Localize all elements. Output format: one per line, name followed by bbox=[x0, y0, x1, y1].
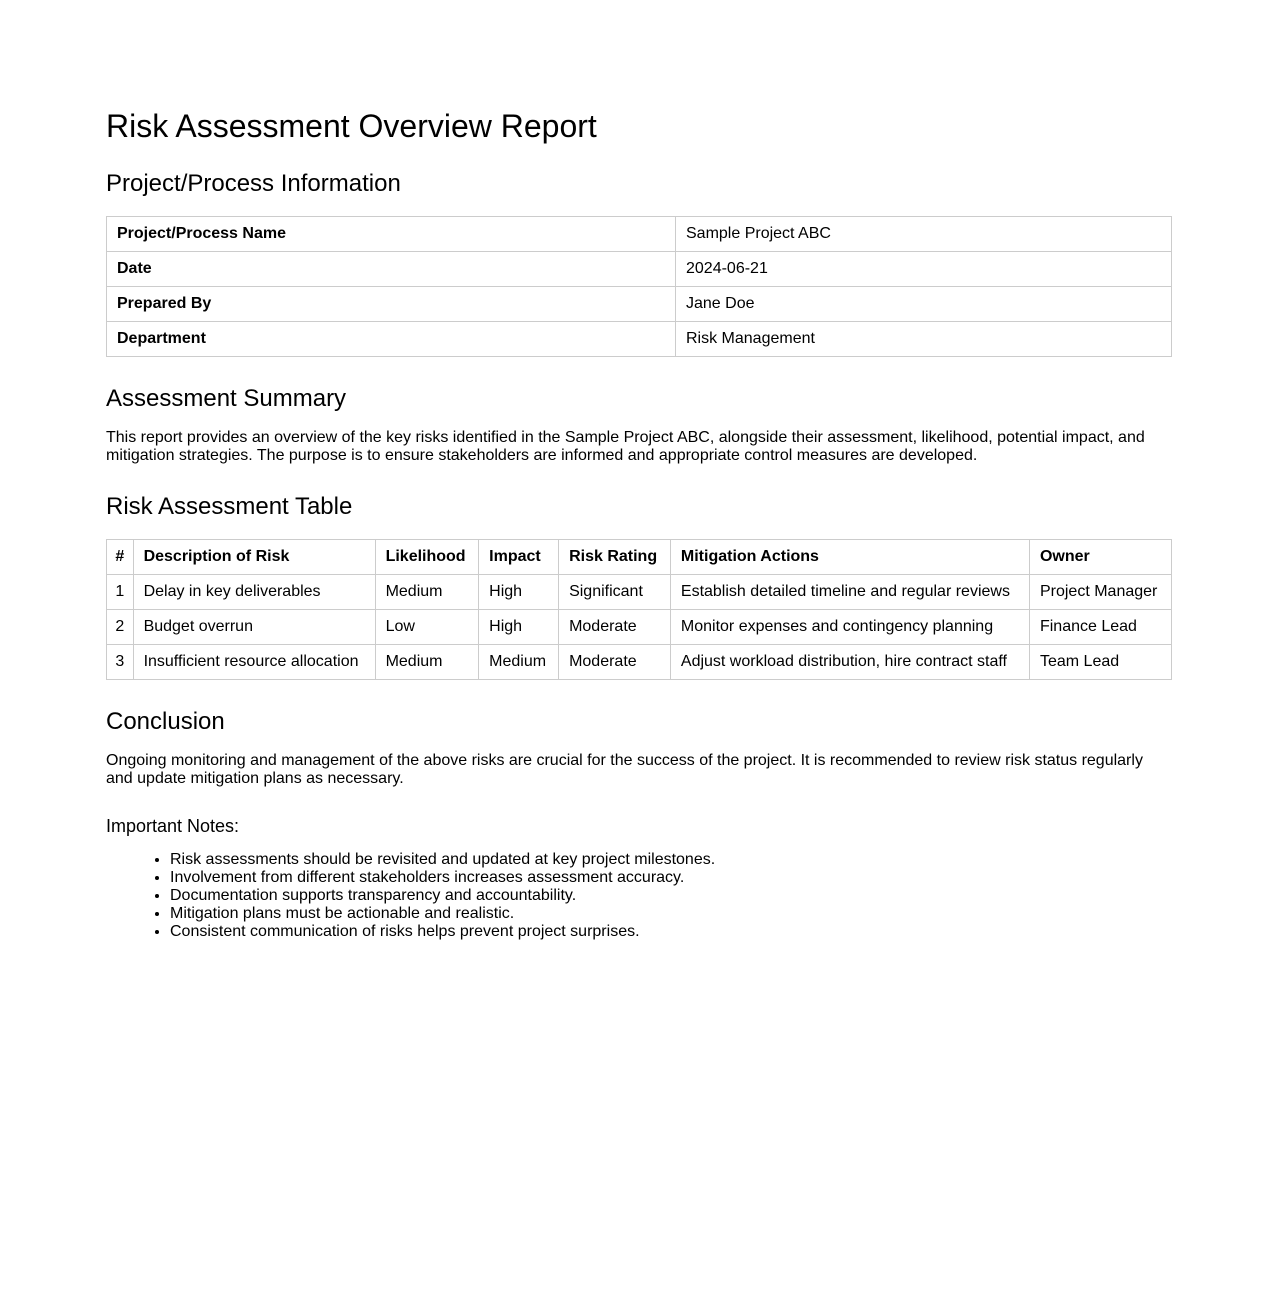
list-item: • Mitigation plans must be actionable and realistic. bbox=[170, 905, 1172, 923]
notes-list bbox=[106, 851, 1172, 941]
table-row bbox=[107, 217, 1172, 252]
info-value: Jane Doe bbox=[676, 287, 1172, 322]
table-cell: Adjust workload distribution, hire contract staff bbox=[670, 645, 1029, 680]
column-header: Likelihood bbox=[375, 540, 479, 575]
table-cell: 3 bbox=[107, 645, 134, 680]
table-cell: Establish detailed timeline and regular reviews bbox=[670, 575, 1029, 610]
list-item: • Involvement from different stakeholders increases assessment accuracy. bbox=[170, 869, 1172, 887]
conclusion-heading: Conclusion bbox=[106, 708, 225, 735]
column-header: Owner bbox=[1029, 540, 1171, 575]
info-label: Project/Process Name bbox=[107, 217, 676, 252]
table-cell: 1 bbox=[107, 575, 134, 610]
table-cell: High bbox=[479, 610, 559, 645]
conclusion-text: Ongoing monitoring and management of the above risks are crucial for the success of the project. It is recommended to review risk status regularly and update mitigation plans as necessary. bbox=[106, 752, 1143, 787]
info-label: Date bbox=[107, 252, 676, 287]
table-cell: Moderate bbox=[559, 645, 671, 680]
table-cell: Moderate bbox=[559, 610, 671, 645]
table-row bbox=[107, 252, 1172, 287]
table-cell: Low bbox=[375, 610, 479, 645]
risk-table-heading: Risk Assessment Table bbox=[106, 493, 353, 520]
report-page bbox=[106, 0, 1172, 941]
summary-heading: Assessment Summary bbox=[106, 385, 347, 412]
table-row bbox=[107, 575, 1172, 610]
table-row bbox=[107, 610, 1172, 645]
table-cell: Project Manager bbox=[1029, 575, 1171, 610]
table-cell: Delay in key deliverables bbox=[133, 575, 375, 610]
table-cell: Monitor expenses and contingency planning bbox=[670, 610, 1029, 645]
table-cell: 2 bbox=[107, 610, 134, 645]
column-header: Impact bbox=[479, 540, 559, 575]
column-header: Risk Rating bbox=[559, 540, 671, 575]
info-value: 2024-06-21 bbox=[676, 252, 1172, 287]
project-info-table bbox=[106, 216, 1172, 357]
table-cell: Medium bbox=[479, 645, 559, 680]
list-item: • Consistent communication of risks helps prevent project surprises. bbox=[170, 923, 1172, 941]
table-cell: Significant bbox=[559, 575, 671, 610]
table-cell: Medium bbox=[375, 575, 479, 610]
column-header: # bbox=[107, 540, 134, 575]
project-info-heading: Project/Process Information bbox=[106, 170, 401, 197]
table-cell: Insufficient resource allocation bbox=[133, 645, 375, 680]
info-value: Sample Project ABC bbox=[676, 217, 1172, 252]
table-cell: Medium bbox=[375, 645, 479, 680]
info-label: Department bbox=[107, 322, 676, 357]
table-cell: Budget overrun bbox=[133, 610, 375, 645]
table-row bbox=[107, 287, 1172, 322]
table-cell: High bbox=[479, 575, 559, 610]
column-header: Mitigation Actions bbox=[670, 540, 1029, 575]
list-item: • Risk assessments should be revisited and updated at key project milestones. bbox=[170, 851, 1172, 869]
info-label: Prepared By bbox=[107, 287, 676, 322]
summary-text: This report provides an overview of the key risks identified in the Sample Project ABC, alongside their assessment, likelihood, potential impact, and mitigation strategies. The purpose is to ensure stakeholders are informed and appropriate control measures are developed. bbox=[106, 429, 1145, 464]
table-cell: Team Lead bbox=[1029, 645, 1171, 680]
notes-heading: Important Notes: bbox=[106, 816, 240, 836]
table-cell: Finance Lead bbox=[1029, 610, 1171, 645]
table-header-row bbox=[107, 540, 1172, 575]
column-header: Description of Risk bbox=[133, 540, 375, 575]
table-row bbox=[107, 322, 1172, 357]
info-value: Risk Management bbox=[676, 322, 1172, 357]
table-row bbox=[107, 645, 1172, 680]
list-item: • Documentation supports transparency and accountability. bbox=[170, 887, 1172, 905]
report-title: Risk Assessment Overview Report bbox=[106, 108, 597, 144]
risk-assessment-table bbox=[106, 539, 1172, 680]
